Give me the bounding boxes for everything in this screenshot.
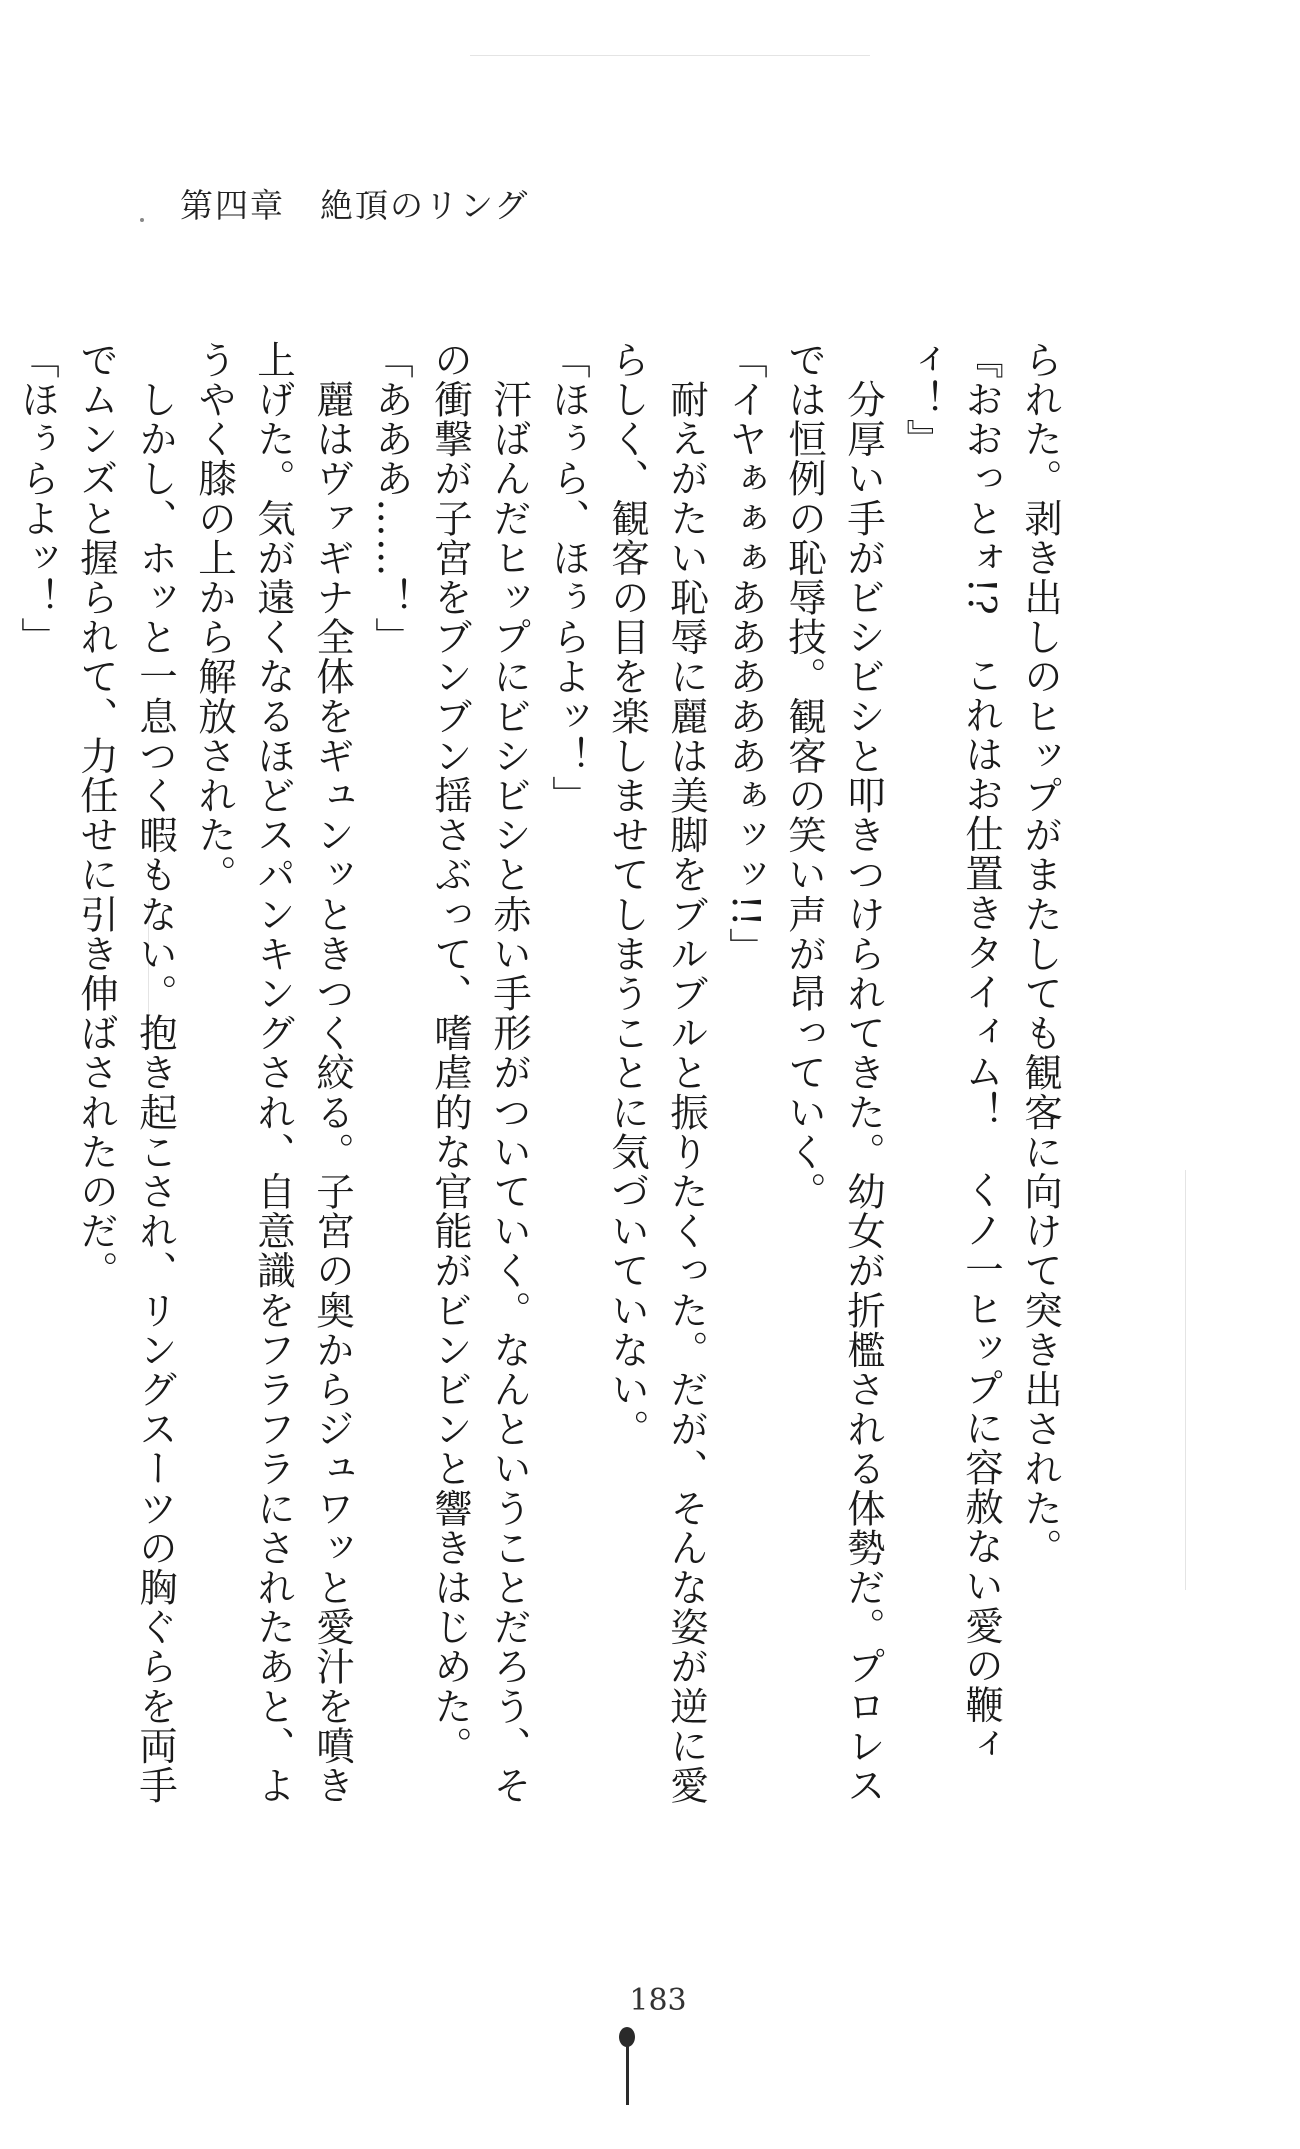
paragraph: しかし、ホッと一息つく暇もない。抱き起こされ、リングスーツの胸ぐらを両手でムンズと握られて、力任せに引き伸ばされたのだ。 [74,340,178,1806]
paragraph: 「ほぅら、ほぅらよッ！」 [546,340,591,816]
running-head: 第四章 絶頂のリング [180,186,530,225]
paragraph: 分厚い手がビシビシと叩きつけられてきた。幼女が折檻される体勢だ。プロレスでは恒例の恥辱技。観客の笑い声が昂っていく。 [782,340,886,1806]
page-number: 183 [629,1983,687,2018]
scan-artifact-top [470,55,870,56]
paragraph: 「イヤぁぁぁあああああぁッッ!!」 [723,340,768,968]
scan-artifact-right [1185,1170,1186,1590]
paragraph: 「あああ……！」 [369,340,414,657]
vertical-body-text [15,340,1070,1810]
header-mark [140,218,144,222]
folio-bullet-icon [619,2027,635,2047]
paragraph: 麗はヴァギナ全体をギュンッときつく絞る。子宮の奥からジュワッと愛汁を噴き上げた。気が遠くなるほどスパンキングされ、自意識をフラフラにされたあと、ようやく膝の上から解放された。 [192,340,355,1806]
folio-rule [626,2045,629,2105]
paragraph: 「ほぅらよッ！」 [15,340,60,657]
paragraph: 耐えがたい恥辱に麗は美脚をブルブルと振りたくった。だが、そんな姿が逆に愛らしく、観客の目を楽しませてしまうことに気づいていない。 [605,340,709,1806]
paragraph: 汗ばんだヒップにビシビシと赤い手形がついていく。なんということだろう、その衝撃が子宮をブンブン揺さぶって、嗜虐的な官能がビンビンと響きはじめた。 [428,340,532,1806]
paragraph: 『おおっとォ!? これはお仕置きタイィム！ くノ一ヒップに容赦ない愛の鞭ィィ！』 [900,340,1004,1765]
paragraph: られた。剥き出しのヒップがまたしても観客に向けて突き出された。 [1018,340,1063,1568]
